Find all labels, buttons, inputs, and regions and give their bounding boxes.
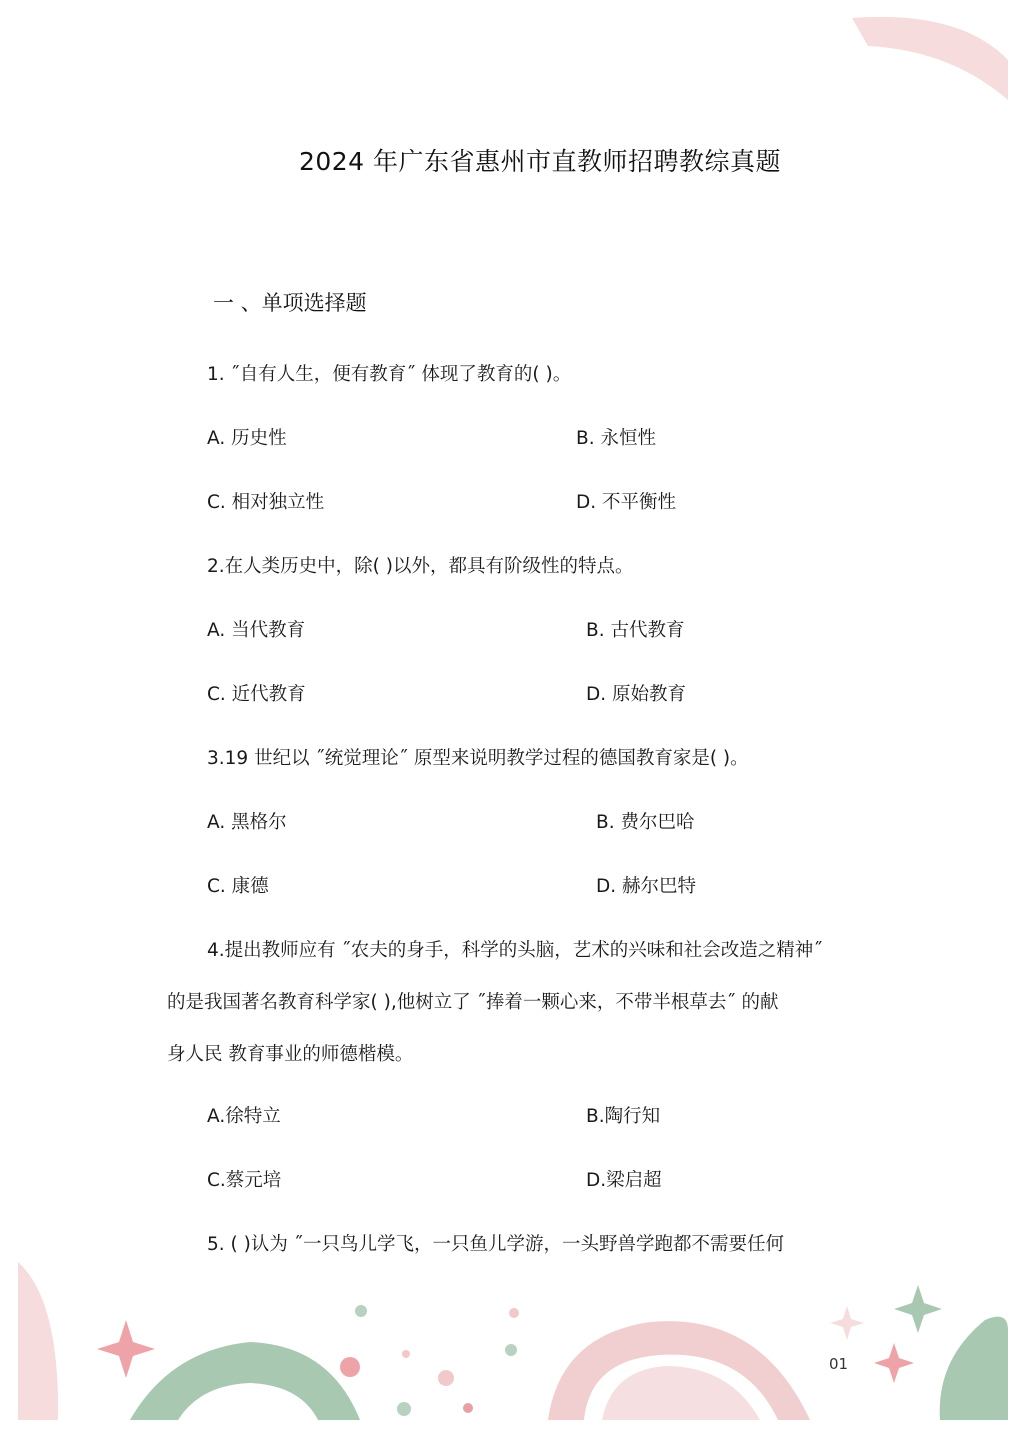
dot-decoration	[355, 1305, 367, 1317]
dot-decoration	[402, 1350, 410, 1358]
option-a: A. 历史性	[207, 428, 287, 449]
dot-decoration	[505, 1344, 517, 1356]
question-stem: 1. ˝自有人生，便有教育˝ 体现了教育的( )。	[207, 364, 572, 385]
sparkle-decoration	[830, 1306, 864, 1340]
question-stem: 2.在人类历史中，除( )以外，都具有阶级性的特点。	[207, 556, 634, 577]
dot-decoration	[340, 1357, 360, 1377]
option-d: D.梁启超	[586, 1170, 662, 1191]
dot-decoration	[463, 1403, 473, 1413]
option-b: B.陶行知	[586, 1106, 661, 1127]
dot-decoration	[397, 1402, 411, 1416]
option-a: A. 黑格尔	[207, 812, 287, 833]
section-heading: 一 、单项选择题	[213, 291, 367, 315]
green-arch-decoration	[130, 1342, 360, 1420]
option-c: C.蔡元培	[207, 1170, 282, 1191]
pink-arch-decoration	[548, 1321, 810, 1420]
question-stem-line: 的是我国著名教育科学家( ),他树立了 ˝捧着一颗心来，不带半根草去˝ 的献	[167, 992, 779, 1013]
page-number: 01	[829, 1355, 849, 1373]
question-stem: 5. ( )认为 ˝一只鸟儿学飞，一只鱼儿学游，一头野兽学跑都不需要任何	[207, 1234, 784, 1255]
option-b: B. 古代教育	[586, 620, 685, 641]
question-stem: 3.19 世纪以 ˝统觉理论˝ 原型来说明教学过程的德国教育家是( )。	[207, 748, 749, 769]
sparkle-decoration	[97, 1320, 155, 1378]
option-a: A. 当代教育	[207, 620, 306, 641]
option-c: C. 相对独立性	[207, 492, 325, 513]
sparkle-decoration	[894, 1285, 942, 1333]
option-c: C. 康德	[207, 876, 269, 897]
option-d: D. 赫尔巴特	[596, 876, 697, 897]
pink-inner-arch-decoration	[602, 1366, 760, 1420]
option-d: D. 原始教育	[586, 684, 687, 705]
bottom-left-pink-band	[18, 1262, 58, 1420]
dot-decoration	[509, 1308, 519, 1318]
option-d: D. 不平衡性	[576, 492, 677, 513]
document-title: 2024 年广东省惠州市直教师招聘教综真题	[298, 147, 782, 176]
question-stem-line: 身人民 教育事业的师德楷模。	[167, 1044, 414, 1065]
option-a: A.徐特立	[207, 1106, 281, 1127]
top-arc-decoration	[852, 17, 1008, 100]
sparkle-decoration	[874, 1343, 914, 1383]
option-b: B. 费尔巴哈	[596, 812, 695, 833]
question-stem-line: 4.提出教师应有 ˝农夫的身手，科学的头脑，艺术的兴味和社会改造之精神˝	[207, 940, 823, 961]
dot-decoration	[438, 1370, 454, 1386]
option-c: C. 近代教育	[207, 684, 306, 705]
green-leaf-decoration	[940, 1317, 1008, 1420]
option-b: B. 永恒性	[576, 428, 656, 449]
